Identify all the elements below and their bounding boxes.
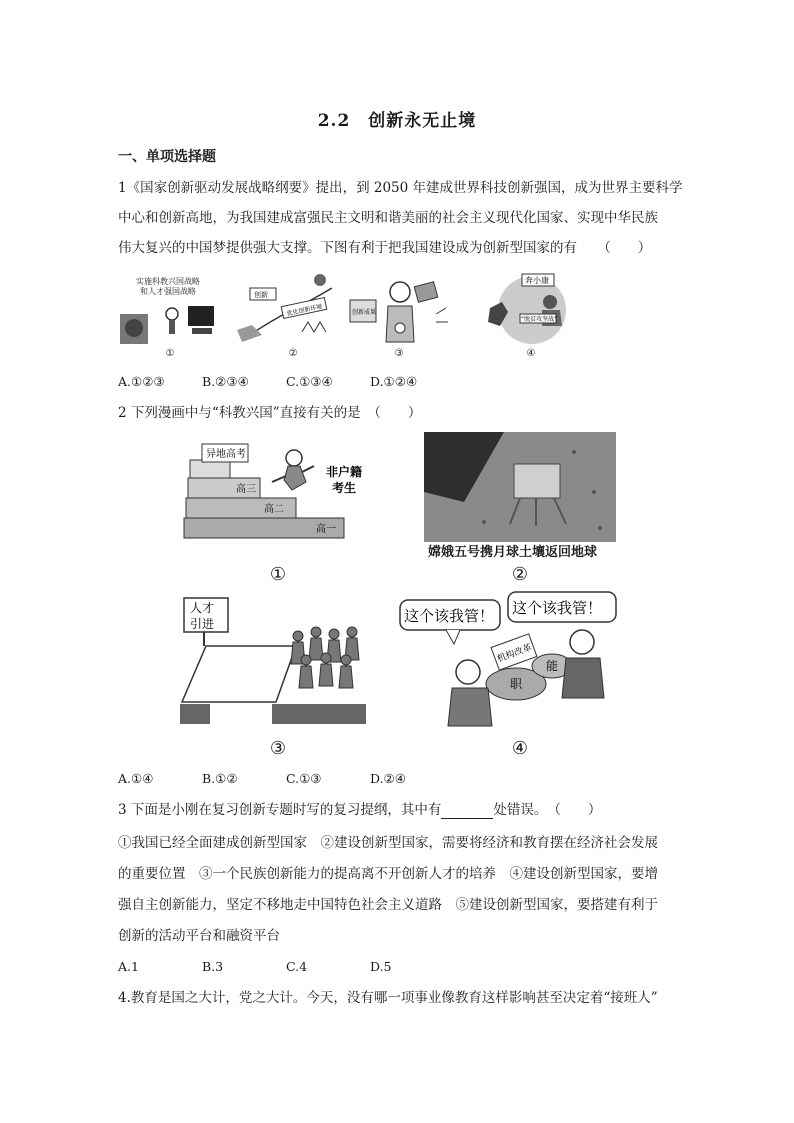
svg-text:高一: 高一 (316, 524, 336, 535)
q2-image-2 (424, 432, 616, 542)
q1-option-d[interactable]: D.①②④ (370, 374, 418, 389)
svg-text:能: 能 (546, 659, 559, 673)
q1-figure-2 (232, 270, 344, 346)
svg-text:奔小康: 奔小康 (525, 276, 549, 285)
q2-img3-sign-1: 人才 (190, 601, 215, 615)
q2-option-b[interactable]: B.①② (202, 771, 238, 786)
q2-option-c[interactable]: C.①③ (286, 771, 322, 786)
q1-figure-3 (348, 270, 452, 346)
q1-options (118, 374, 454, 389)
q2-img1-sign: 异地高考 (206, 449, 246, 460)
q2-option-a[interactable]: A.①④ (118, 771, 154, 786)
q1-line-1: 1《国家创新驱动发展战略纲要》提出，到 2050 年建成世界科技创新强国，成为世界主要科学 (118, 180, 683, 196)
q2-img3-sign-2: 引进 (190, 617, 215, 631)
q2-img4-bubble-2: 这个该我管！ (512, 599, 603, 617)
q2-img1-caption-2: 考生 (332, 481, 357, 495)
q2-label-3: ③ (269, 738, 287, 759)
q2-img2-caption: 嫦娥五号携月球土壤返回地球 (428, 545, 598, 560)
svg-text:高三: 高三 (236, 484, 256, 495)
q3-option-b[interactable]: B.3 (202, 959, 224, 974)
q1-option-b[interactable]: B.②③④ (202, 374, 249, 389)
svg-text:创新: 创新 (254, 291, 268, 299)
svg-text:高二: 高二 (264, 504, 284, 515)
q1-line-2: 中心和创新高地，为我国建成富强民主文明和谐美丽的社会主义现代化国家、实现中华民族 (118, 210, 658, 226)
svg-text:职: 职 (510, 677, 523, 691)
q2-image-4 (396, 588, 620, 732)
q1-label-4: ④ (526, 348, 536, 359)
q3-options (118, 959, 454, 974)
q2-label-2: ② (511, 564, 529, 585)
q1-figure-4 (480, 268, 580, 346)
q2-option-d[interactable]: D.②④ (370, 771, 406, 786)
q3-line-3: 强自主创新能力，坚定不移地走中国特色社会主义道路 ⑤建设创新型国家，要搭建有利于 (118, 897, 658, 913)
q1-fig1-text-1: 实施科教兴国战略 (136, 277, 200, 286)
q3-line-4: 创新的活动平台和融资平台 (118, 928, 280, 944)
svg-text:“脱贫攻坚战”: “脱贫攻坚战” (521, 316, 558, 323)
q2-img1-caption-1: 非户籍 (326, 465, 363, 479)
section-heading: 一、单项选择题 (118, 149, 216, 165)
person-head-icon (390, 282, 410, 302)
q1-figure-1 (118, 270, 228, 346)
q1-option-c[interactable]: C.①③④ (286, 374, 333, 389)
q4-line: 4.教育是国之大计，党之大计。今天，没有哪一项事业像教育这样影响甚至决定着“接班人” (118, 990, 658, 1006)
q3-blank[interactable] (441, 804, 493, 819)
q2-img4-sign: 机构改革 (496, 643, 534, 665)
q2-img4-bubble-1: 这个该我管！ (404, 607, 495, 625)
svg-text:优化创新环境: 优化创新环境 (286, 303, 323, 318)
q2-options (118, 771, 454, 786)
q1-option-a[interactable]: A.①②③ (118, 374, 165, 389)
q2-label-1: ① (269, 564, 287, 585)
q2-stem: 2 下列漫画中与“科教兴国”直接有关的是 （ ） (118, 405, 422, 421)
q3-line-2: 的重要位置 ③一个民族创新能力的提高离不开创新人才的培养 ④建设创新型国家，要增 (118, 866, 658, 882)
q3-stem: 3 下面是小刚在复习创新专题时写的复习提纲，其中有 处错误。 （ ） (118, 802, 602, 818)
q3-option-c[interactable]: C.4 (286, 959, 308, 974)
q1-label-3: ③ (394, 348, 404, 359)
svg-text:创新成果: 创新成果 (352, 309, 377, 316)
q2-label-4: ④ (511, 738, 529, 759)
box-icon (414, 282, 437, 303)
q1-fig1-text-2: 和人才强国战略 (140, 287, 196, 296)
q3-option-a[interactable]: A.1 (118, 959, 139, 974)
q3-option-d[interactable]: D.5 (370, 959, 392, 974)
q1-line-3: 伟大复兴的中国梦提供强大支撑。下图有利于把我国建设成为创新型国家的有 （ ） (118, 240, 652, 256)
q1-label-2: ② (288, 348, 298, 359)
q3-line-1: ①我国已经全面建成创新型国家 ②建设创新型国家，需要将经济和教育摆在经济社会发展 (118, 835, 658, 851)
page-title: 2.2 创新永无止境 (317, 111, 477, 131)
q2-image-3 (176, 588, 370, 732)
q1-label-1: ① (165, 348, 175, 359)
computer-monitor-icon (188, 306, 214, 326)
lightbulb-icon (166, 308, 178, 320)
q2-image-1 (176, 436, 376, 544)
